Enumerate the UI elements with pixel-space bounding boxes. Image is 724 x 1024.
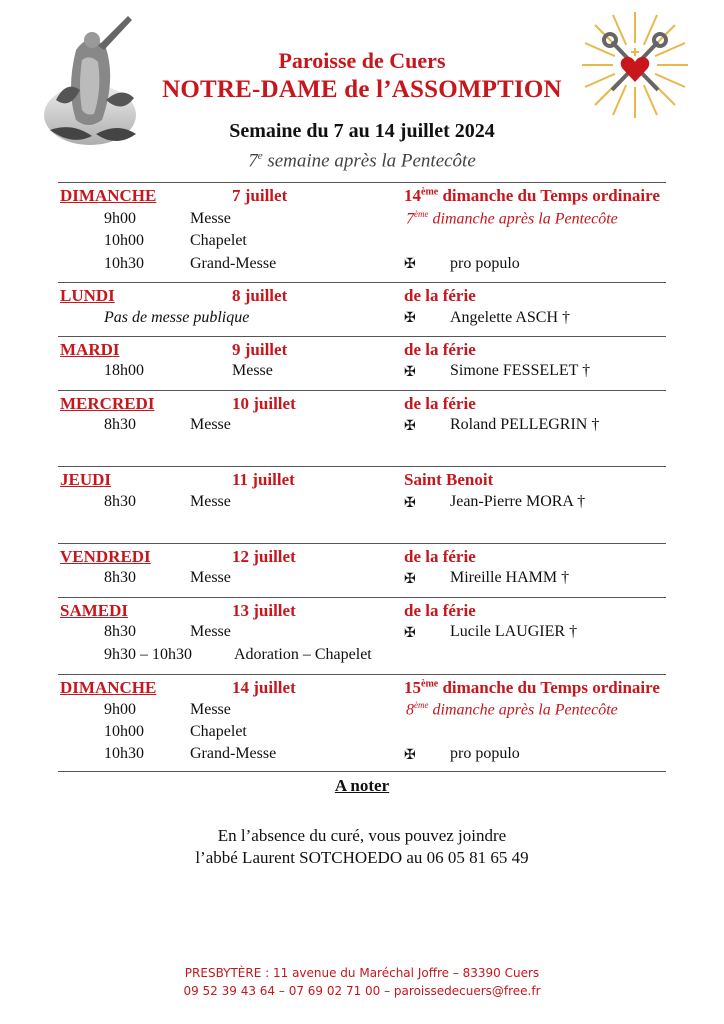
time: 9h30 – 10h30 <box>104 646 192 663</box>
cross-icon: ✠ <box>404 419 416 434</box>
notes-line: l’abbé Laurent SOTCHOEDO au 06 05 81 65 49 <box>195 848 529 867</box>
event: Adoration – Chapelet <box>234 646 372 663</box>
intention: pro populo <box>450 255 520 272</box>
event: Messe <box>190 701 231 718</box>
intention: Simone FESSELET † <box>450 362 591 379</box>
divider <box>58 543 666 544</box>
event: Messe <box>190 569 231 586</box>
time: 18h00 <box>104 362 144 379</box>
day-note: Pas de messe publique <box>104 309 250 326</box>
intention: pro populo <box>450 745 520 762</box>
day-label: DIMANCHE <box>60 678 157 697</box>
feast-sub-label: 8ème dimanche après la Pentecôte <box>406 700 618 719</box>
event: Grand-Messe <box>190 255 277 272</box>
feast-label: de la férie <box>404 601 476 620</box>
intention: Angelette ASCH † <box>450 309 570 326</box>
day-date: 7 juillet <box>232 186 288 205</box>
event: Messe <box>190 493 231 510</box>
divider <box>58 336 666 337</box>
day-date: 9 juillet <box>232 340 288 359</box>
feast-label: 15ème dimanche du Temps ordinaire <box>404 678 660 697</box>
notes-title: A noter <box>334 776 390 795</box>
feast-label: 14ème dimanche du Temps ordinaire <box>404 186 660 205</box>
footer-contact: 09 52 39 43 64 – 07 69 02 71 00 – paroissedecuers@free.fr <box>183 984 541 998</box>
feast-sub-label: 7ème dimanche après la Pentecôte <box>406 209 618 228</box>
event: Chapelet <box>190 232 247 249</box>
feast-label: de la férie <box>404 547 476 566</box>
day-date: 11 juillet <box>232 470 295 489</box>
divider <box>58 390 666 391</box>
time: 9h00 <box>104 210 136 227</box>
day-label: MARDI <box>60 340 120 359</box>
week-title: Semaine du 7 au 14 juillet 2024 <box>229 120 495 142</box>
event: Messe <box>232 362 273 379</box>
time: 8h30 <box>104 493 136 510</box>
time: 8h30 <box>104 623 136 640</box>
feast-label: de la férie <box>404 394 476 413</box>
cross-icon: ✠ <box>404 572 416 587</box>
event: Messe <box>190 623 231 640</box>
divider <box>58 182 666 183</box>
divider <box>58 674 666 675</box>
day-date: 12 juillet <box>232 547 296 566</box>
time: 8h30 <box>104 416 136 433</box>
week-subtitle: 7e semaine après la Pentecôte <box>248 150 476 172</box>
cross-icon: ✠ <box>404 748 416 763</box>
feast-label: de la férie <box>404 340 476 359</box>
day-label: DIMANCHE <box>60 186 157 205</box>
divider <box>58 466 666 467</box>
notes-line: En l’absence du curé, vous pouvez joindre <box>217 826 507 845</box>
time: 8h30 <box>104 569 136 586</box>
day-date: 10 juillet <box>232 394 296 413</box>
cross-icon: ✠ <box>404 365 416 380</box>
intention: Jean-Pierre MORA † <box>450 493 586 510</box>
cross-icon: ✠ <box>404 626 416 641</box>
day-label: JEUDI <box>60 470 112 489</box>
event: Chapelet <box>190 723 247 740</box>
time: 10h00 <box>104 232 144 249</box>
parish-name: Paroisse de Cuers <box>278 48 446 73</box>
time: 10h00 <box>104 723 144 740</box>
event: Grand-Messe <box>190 745 277 762</box>
event: Messe <box>190 210 231 227</box>
footer-address: PRESBYTÈRE : 11 avenue du Maréchal Joffre – 83390 Cuers <box>184 966 540 980</box>
event: Messe <box>190 416 231 433</box>
divider <box>58 282 666 283</box>
time: 10h30 <box>104 255 144 272</box>
day-label: SAMEDI <box>60 601 129 620</box>
day-date: 13 juillet <box>232 601 296 620</box>
time: 10h30 <box>104 745 144 762</box>
cross-icon: ✠ <box>404 496 416 511</box>
feast-label: Saint Benoit <box>404 470 494 489</box>
divider <box>58 771 666 772</box>
church-name: NOTRE-DAME de l’ASSOMPTION <box>162 76 562 103</box>
intention: Mireille HAMM † <box>450 569 570 586</box>
day-date: 8 juillet <box>232 286 288 305</box>
intention: Roland PELLEGRIN † <box>450 416 600 433</box>
day-date: 14 juillet <box>232 678 296 697</box>
cross-icon: ✠ <box>404 311 416 326</box>
divider <box>58 597 666 598</box>
cross-icon: ✠ <box>404 257 416 272</box>
day-label: LUNDI <box>60 286 115 305</box>
time: 9h00 <box>104 701 136 718</box>
feast-label: de la férie <box>404 286 476 305</box>
day-label: MERCREDI <box>60 394 155 413</box>
intention: Lucile LAUGIER † <box>450 623 578 640</box>
day-label: VENDREDI <box>60 547 151 566</box>
